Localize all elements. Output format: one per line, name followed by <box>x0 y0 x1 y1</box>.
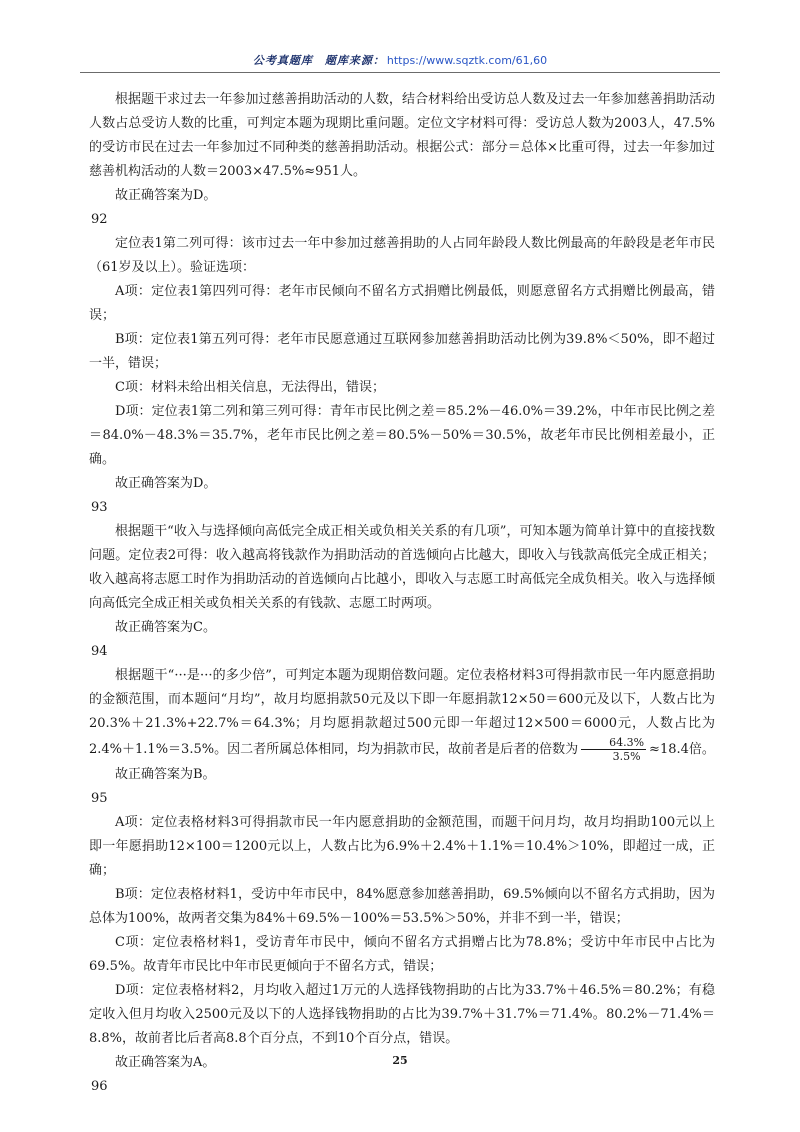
paragraph-with-fraction <box>89 664 715 763</box>
fraction-numerator: 64.3% <box>581 736 646 750</box>
fraction-denominator: 3.5% <box>612 750 641 763</box>
fraction <box>581 736 646 763</box>
question-number: 95 <box>91 791 108 806</box>
option-b: B项：定位表格材料1，受访中年市民中，84%愿意参加慈善捐助，69.5%倾向以不留名方式捐助，因为总体为100%，故两者交集为84%＋69.5%－100%＝53.5%＞50%，并非不到一半，错误； <box>89 887 715 926</box>
option-c: C项：定位表格材料1，受访青年市民中，倾向不留名方式捐赠占比为78.8%；受访中年市民中占比为69.5%。故青年市民比中年市民更倾向于不留名方式，错误； <box>89 935 715 974</box>
paragraph: 根据题干求过去一年参加过慈善捐助活动的人数，结合材料给出受访总人数及过去一年参加慈善捐助活动人数占总受访人数的比重，可判定本题为现期比重问题。定位文字材料可得：受访总人数为2003人，47.5%的受访市民在过去一年参加过不同种类的慈善捐助活动。根据公式：部分＝总体×比重可得，过去一年参加过慈善机构活动的人数＝2003×47.5%≈951人。 <box>89 92 715 179</box>
paragraph: 定位表1第二列可得：该市过去一年中参加过慈善捐助的人占同年龄段人数比例最高的年龄段是老年市民（61岁及以上）。验证选项： <box>89 236 715 275</box>
answer-line: 故正确答案为D。 <box>115 476 217 491</box>
paragraph-text: 根据题干“···是···的多少倍”，可判定本题为现期倍数问题。定位表格材料3可得捐款市民一年内愿意捐助的金额范围，而本题问“月均”，故月均愿捐款50元及以下即一年愿捐款12×50＝600元及以下，人数占比为20.3%＋21.3%+22.7%＝64.3%；月均愿捐款超过500元即一年超过12×500＝6000元，人数占比为2.4%＋1.1%＝3.5%。因二者所属总体相同，均为捐款市民，故前者是后者的倍数为 <box>89 668 715 757</box>
option-a: A项：定位表1第四列可得：老年市民倾向不留名方式捐赠比例最低，则愿意留名方式捐赠比例最高，错误； <box>89 284 715 323</box>
header-url-link[interactable]: https://www.sqztk.com/61,60 <box>386 54 548 67</box>
option-b: B项：定位表1第五列可得：老年市民愿意通过互联网参加慈善捐助活动比例为39.8%＜50%，即不超过一半，错误； <box>89 332 715 371</box>
question-number: 94 <box>91 644 108 659</box>
question-number: 96 <box>91 1079 108 1094</box>
paragraph: 根据题干“收入与选择倾向高低完全成正相关或负相关关系的有几项”，可知本题为简单计算中的直接找数问题。定位表2可得：收入越高将钱款作为捐助活动的首选倾向占比越大，即收入与钱款高低完全成正相关；收入越高将志愿工时作为捐助活动的首选倾向占比越小，即收入与志愿工时高低完全成负相关。收入与选择倾向高低完全成正相关或负相关关系的有钱款、志愿工时两项。 <box>89 524 715 611</box>
option-d: D项：定位表1第二列和第三列可得：青年市民比例之差＝85.2%－46.0%＝39.2%，中年市民比例之差＝84.0%－48.3%＝35.7%，老年市民比例之差＝80.5%－50%＝30.5%，故老年市民比例相差最小，正确。 <box>89 404 715 467</box>
page-header <box>0 52 800 68</box>
question-number: 93 <box>91 500 108 515</box>
paragraph-text-tail: ≈18.4倍。 <box>649 742 715 757</box>
option-a: A项：定位表格材料3可得捐款市民一年内愿意捐助的金额范围，而题干问月均，故月均捐助100元以上即一年愿捐助12×100＝1200元以上，人数占比为6.9%＋2.4%＋1.1%＝10.4%＞10%，即超过一成，正确； <box>89 815 715 878</box>
header-divider <box>80 72 720 73</box>
answer-line: 故正确答案为C。 <box>115 620 216 635</box>
answer-line: 故正确答案为D。 <box>115 188 217 203</box>
header-brand: 公考真题库 题库来源： <box>252 54 385 67</box>
answer-line: 故正确答案为A。 <box>115 1055 216 1070</box>
option-c: C项：材料未给出相关信息，无法得出，错误； <box>115 380 385 395</box>
option-d: D项：定位表格材料2，月均收入超过1万元的人选择钱物捐助的占比为33.7%＋46.5%＝80.2%；有稳定收入但月均收入2500元及以下的人选择钱物捐助的占比为39.7%＋31.7%＝71.4%。80.2%－71.4%＝8.8%，故前者比后者高8.8个百分点，不到10个百分点，错误。 <box>89 983 715 1046</box>
page-number: 25 <box>392 1054 408 1067</box>
answer-explanations <box>89 88 715 1099</box>
answer-line: 故正确答案为B。 <box>115 767 216 782</box>
question-number: 92 <box>91 212 108 227</box>
